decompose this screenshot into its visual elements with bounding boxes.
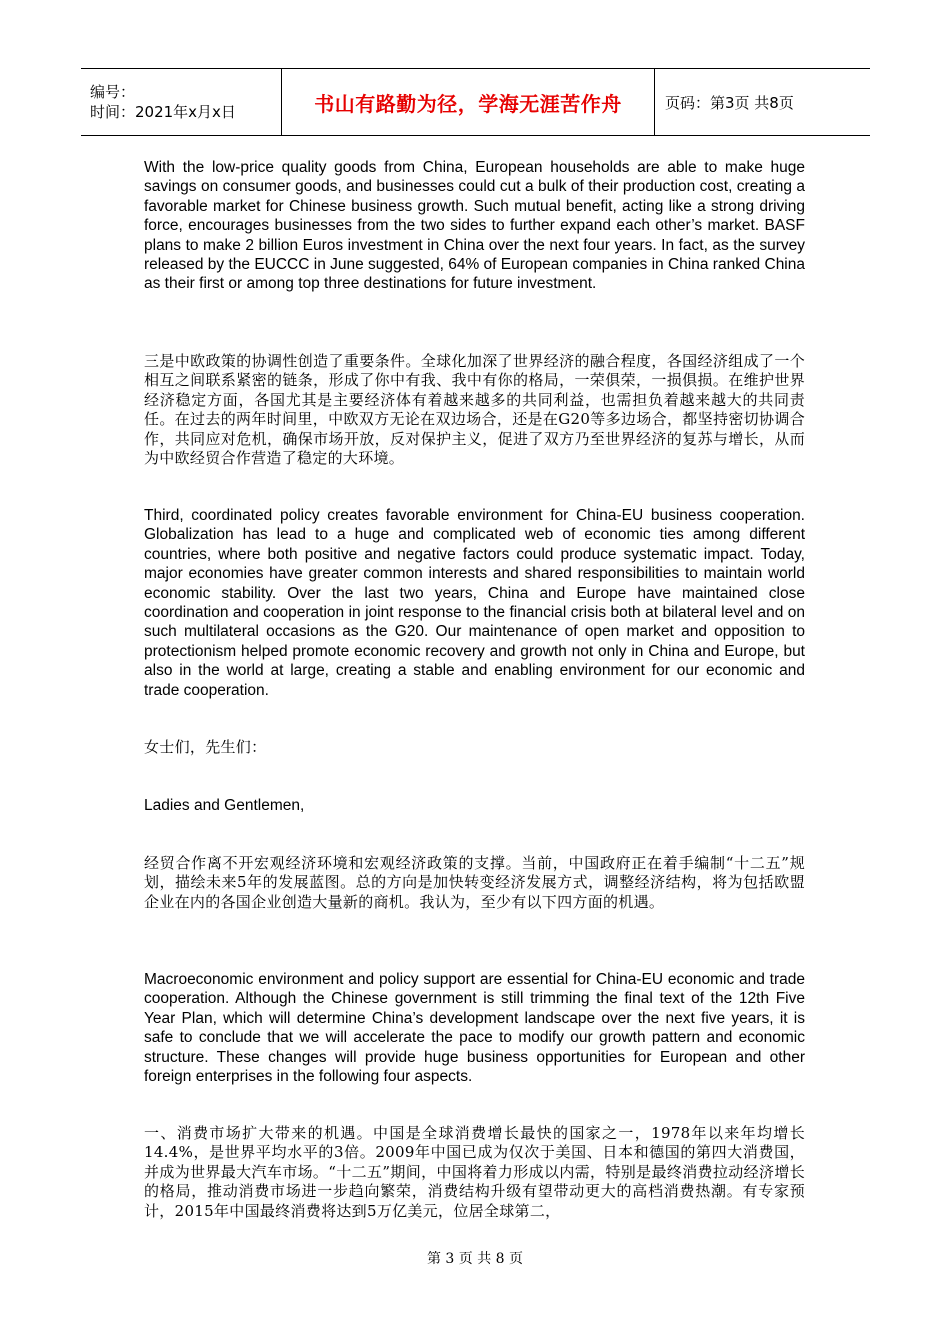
header-page-info: 页码：第3页 共8页	[665, 93, 794, 112]
doc-date: 时间：2021年x月x日	[90, 103, 236, 121]
paragraph-zh-consumer-market: 一、消费市场扩大带来的机遇。中国是全球消费增长最快的国家之一，1978年以来年均增长14.4%，是世界平均水平的3倍。2009年中国已成为仅次于美国、日本和德国的第四大消费国，并成为世界最大汽车市场。“十二五”期间，中国将着力形成以内需，特别是最终消费拉动经济增长的格局，推动消费市场进一步趋向繁荣，消费结构升级有望带动更大的高档消费热潮。有专家预计，2015年中国最终消费将达到5万亿美元，位居全球第二，	[144, 1124, 805, 1220]
header-meta	[81, 69, 281, 135]
header-motto-cell	[281, 69, 655, 135]
paragraph-zh-policy-coordination: 三是中欧政策的协调性创造了重要条件。全球化加深了世界经济的融合程度，各国经济组成了一个相互之间联系紧密的链条，形成了你中有我、我中有你的格局，一荣俱荣，一损俱损。在维护世界经济稳定方面，各国尤其是主要经济体有着越来越多的共同利益，也需担负着越来越大的共同责任。在过去的两年时间里，中欧双方无论在双边场合，还是在G20等多边场合，都坚持密切协调合作，共同应对危机，确保市场开放，反对保护主义，促进了双方乃至世界经济的复苏与增长，从而为中欧经贸合作营造了稳定的大环境。	[144, 352, 805, 468]
header-motto: 书山有路勤为径，学海无涯苦作舟	[314, 91, 622, 116]
doc-number: 编号：	[90, 83, 136, 101]
page-header	[81, 68, 870, 136]
paragraph-en-macroeconomic: Macroeconomic environment and policy support are essential for China-EU economic and trade cooperation. Although the Chinese government is still trimming the final text of the 12th Five Year Plan, which will determine China’s development landscape over the next five years, it is safe to conclude that we will accelerate the pace to modify our growth pattern and economic structure. These changes will provide huge business opportunities for European and other foreign enterprises in the following four aspects.	[144, 971, 805, 1086]
paragraph-en-consumer-goods: With the low-price quality goods from China, European households are able to make huge savings on consumer goods, and businesses could cut a bulk of their production cost, creating a favorable market for Chinese business growth. Such mutual benefit, acting like a strong driving force, encourages businesses from the two sides to further expand each other’s market. BASF plans to make 2 billion Euros investment in China over the next four years. In fact, as the survey released by the EUCCC in June suggested, 64% of European companies in China ranked China as their first or among top three destinations for future investment.	[144, 159, 805, 293]
paragraph-en-policy-coordination: Third, coordinated policy creates favorable environment for China-EU business cooperation. Globalization has lead to a huge and complicated web of economic ties among different countries, where both positive and negative factors could produce systematic impact. Today, major economies have greater common interests and shared responsibilities to maintain world economic stability. Over the last two years, China and Europe have maintained close coordination and cooperation in joint response to the financial crisis both at bilateral level and on such multilateral occasions as the G20. Our maintenance of open market and opposition to protectionism helped promote economic recovery and growth not only in China and Europe, but also in the world at large, creating a stable and enabling environment for our economic and trade cooperation.	[144, 507, 805, 699]
paragraph-en-salutation: Ladies and Gentlemen,	[144, 797, 305, 814]
page-footer: 第 3 页 共 8 页	[426, 1251, 524, 1267]
header-page-cell	[655, 69, 870, 135]
paragraph-zh-macroeconomic: 经贸合作离不开宏观经济环境和宏观经济政策的支撑。当前，中国政府正在着手编制“十二五”规划，描绘未来5年的发展蓝图。总的方向是加快转变经济发展方式，调整经济结构，将为包括欧盟企业在内的各国企业创造大量新的商机。我认为，至少有以下四方面的机遇。	[144, 854, 805, 911]
paragraph-zh-salutation: 女士们，先生们：	[144, 738, 267, 756]
